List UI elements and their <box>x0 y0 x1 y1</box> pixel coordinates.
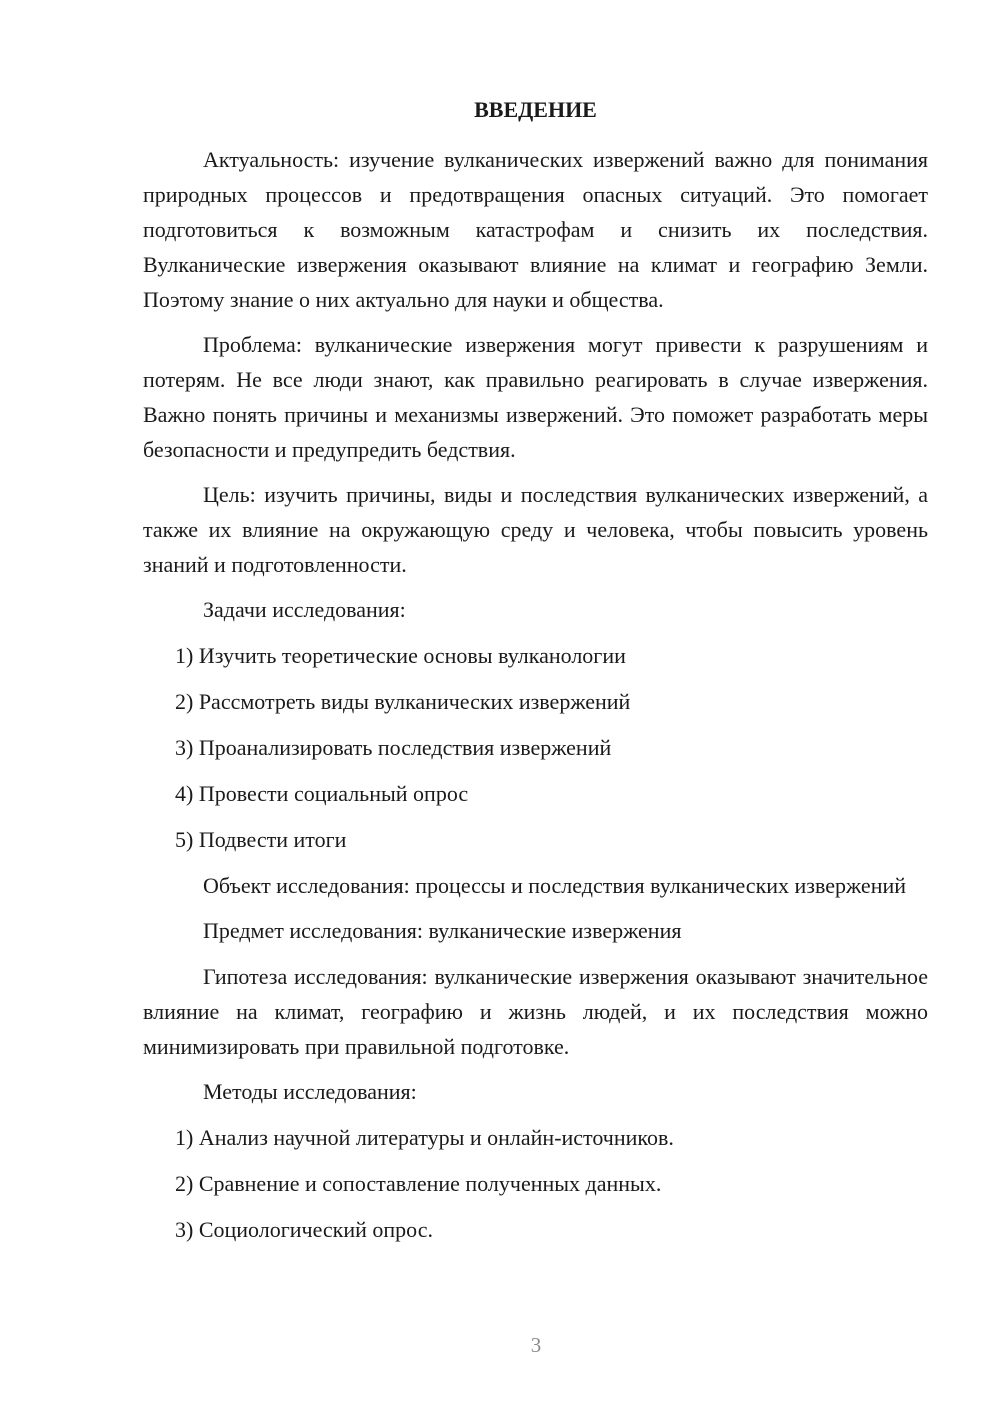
methods-heading: Методы исследования: <box>203 1079 417 1104</box>
list-item: 1) Изучить теоретические основы вулканологии <box>175 643 626 668</box>
list-item: 3) Проанализировать последствия извержений <box>175 735 612 760</box>
list-item: 3) Социологический опрос. <box>175 1217 433 1242</box>
tasks-heading: Задачи исследования: <box>203 597 406 622</box>
document-title: ВВЕДЕНИЕ <box>474 97 597 122</box>
list-item: 5) Подвести итоги <box>175 827 347 852</box>
list-item: 2) Рассмотреть виды вулканических извержений <box>175 689 631 714</box>
object-paragraph: Объект исследования: процессы и последствия вулканических извержений <box>203 873 907 898</box>
relevance-paragraph: Актуальность: изучение вулканических извержений важно для понимания природных процессов и предотвращения опасных ситуаций. Это помогает подготовиться к возможным катастрофам и снизить их последствия. Вулканические извержения оказывают влияние на климат и географию Земли. Поэтому знание о них актуально для науки и общества. <box>143 147 928 312</box>
problem-paragraph: Проблема: вулканические извержения могут привести к разрушениям и потерям. Не все люди знают, как правильно реагировать в случае извержения. Важно понять причины и механизмы извержений. Это поможет разработать меры безопасности и предупредить бедствия. <box>143 332 928 462</box>
hypothesis-paragraph: Гипотеза исследования: вулканические извержения оказывают значительное влияние на климат, географию и жизнь людей, и их последствия можно минимизировать при правильной подготовке. <box>143 964 928 1059</box>
list-item: 2) Сравнение и сопоставление полученных данных. <box>175 1171 662 1196</box>
goal-paragraph: Цель: изучить причины, виды и последствия вулканических извержений, а также их влияние на окружающую среду и человека, чтобы повысить уровень знаний и подготовленности. <box>143 482 928 577</box>
subject-paragraph: Предмет исследования: вулканические извержения <box>203 918 682 943</box>
page-number: 3 <box>530 1333 542 1357</box>
methods-list <box>143 1120 928 1247</box>
document-page <box>143 92 928 1258</box>
list-item: 1) Анализ научной литературы и онлайн-источников. <box>175 1125 674 1150</box>
tasks-list <box>143 638 928 857</box>
list-item: 4) Провести социальный опрос <box>175 781 469 806</box>
